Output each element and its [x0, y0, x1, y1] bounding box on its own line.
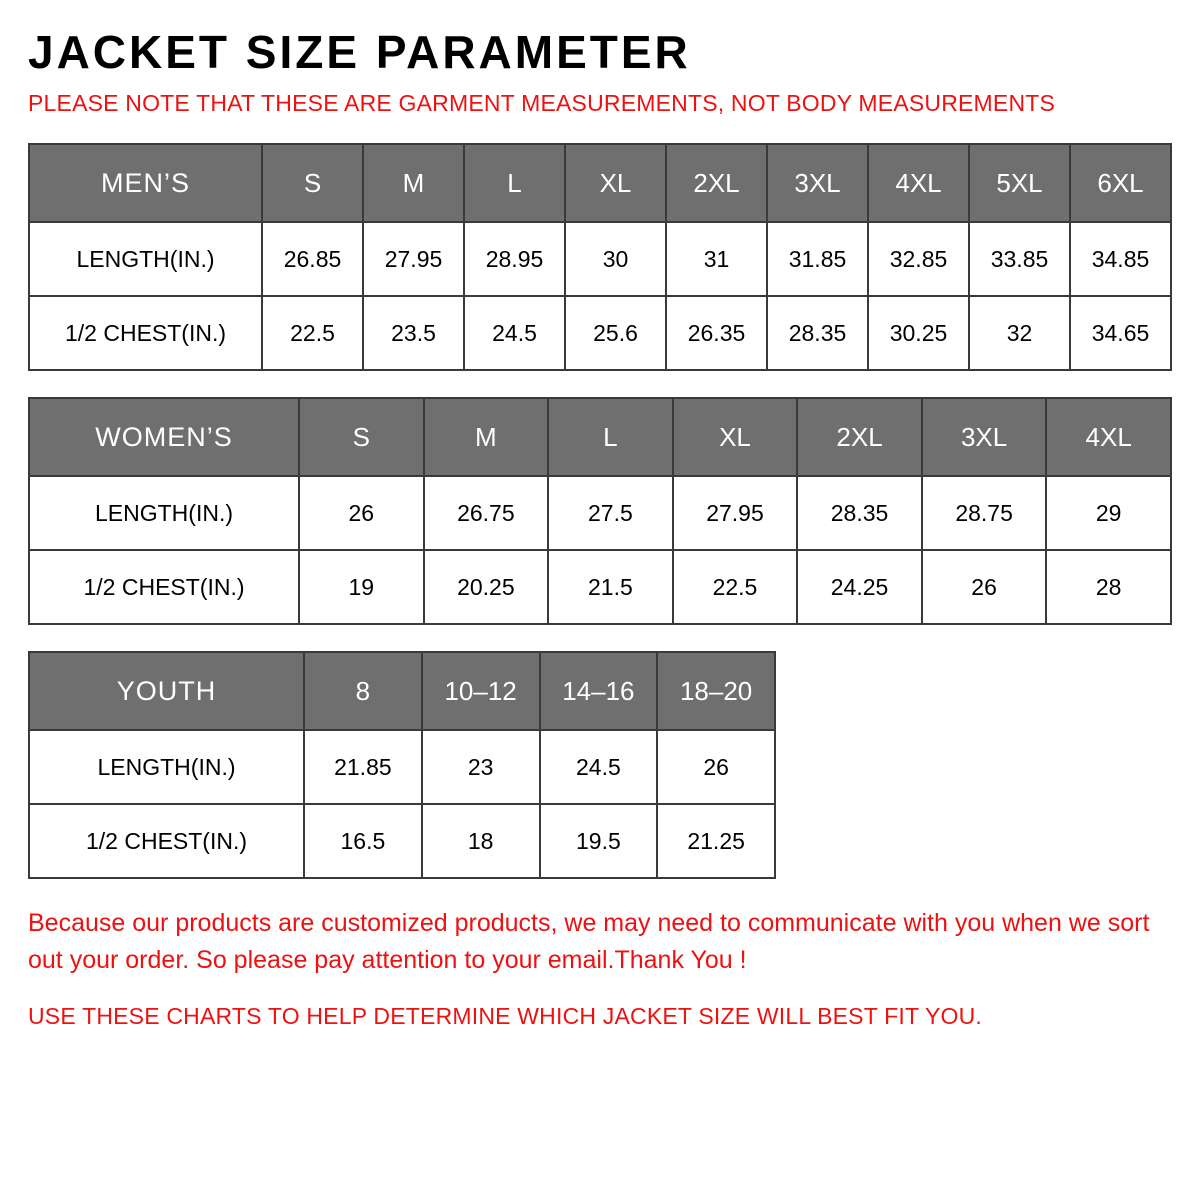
mens-length-s: 26.85 — [262, 222, 363, 296]
mens-chest-s: 22.5 — [262, 296, 363, 370]
table-row — [29, 550, 1171, 624]
womens-length-s: 26 — [299, 476, 424, 550]
womens-length-l: 27.5 — [548, 476, 673, 550]
mens-chest-m: 23.5 — [363, 296, 464, 370]
womens-chest-4xl: 28 — [1046, 550, 1171, 624]
youth-length-label: LENGTH(IN.) — [29, 730, 304, 804]
mens-size-6xl: 6XL — [1070, 144, 1171, 222]
womens-size-s: S — [299, 398, 424, 476]
youth-length-18-20: 26 — [657, 730, 775, 804]
mens-size-s: S — [262, 144, 363, 222]
youth-length-10-12: 23 — [422, 730, 540, 804]
womens-length-xl: 27.95 — [673, 476, 798, 550]
mens-length-5xl: 33.85 — [969, 222, 1070, 296]
youth-size-8: 8 — [304, 652, 422, 730]
youth-chest-14-16: 19.5 — [540, 804, 658, 878]
womens-size-xl: XL — [673, 398, 798, 476]
mens-size-5xl: 5XL — [969, 144, 1070, 222]
womens-length-4xl: 29 — [1046, 476, 1171, 550]
mens-chest-3xl: 28.35 — [767, 296, 868, 370]
mens-chest-5xl: 32 — [969, 296, 1070, 370]
table-header-row — [29, 398, 1171, 476]
mens-length-xl: 30 — [565, 222, 666, 296]
womens-size-2xl: 2XL — [797, 398, 922, 476]
table-row — [29, 476, 1171, 550]
womens-chest-s: 19 — [299, 550, 424, 624]
mens-length-4xl: 32.85 — [868, 222, 969, 296]
youth-size-table — [28, 651, 776, 879]
womens-header-label: WOMEN’S — [29, 398, 299, 476]
womens-length-3xl: 28.75 — [922, 476, 1047, 550]
mens-chest-2xl: 26.35 — [666, 296, 767, 370]
table-row — [29, 222, 1171, 296]
mens-chest-label: 1/2 CHEST(IN.) — [29, 296, 262, 370]
customization-notice: Because our products are customized products, we may need to communicate with you when we sort out your order. So please pay attention to your email.Thank You ! — [28, 909, 1150, 974]
youth-chest-18-20: 21.25 — [657, 804, 775, 878]
mens-size-4xl: 4XL — [868, 144, 969, 222]
mens-size-3xl: 3XL — [767, 144, 868, 222]
mens-length-2xl: 31 — [666, 222, 767, 296]
mens-chest-xl: 25.6 — [565, 296, 666, 370]
youth-chest-label: 1/2 CHEST(IN.) — [29, 804, 304, 878]
youth-chest-8: 16.5 — [304, 804, 422, 878]
table-row — [29, 296, 1171, 370]
mens-size-m: M — [363, 144, 464, 222]
mens-length-l: 28.95 — [464, 222, 565, 296]
womens-size-4xl: 4XL — [1046, 398, 1171, 476]
table-row — [29, 804, 775, 878]
womens-length-2xl: 28.35 — [797, 476, 922, 550]
mens-length-3xl: 31.85 — [767, 222, 868, 296]
womens-chest-m: 20.25 — [424, 550, 549, 624]
womens-size-table — [28, 397, 1172, 625]
youth-header-label: YOUTH — [29, 652, 304, 730]
measurement-note: PLEASE NOTE THAT THESE ARE GARMENT MEASUREMENTS, NOT BODY MEASUREMENTS — [28, 90, 1056, 117]
mens-chest-l: 24.5 — [464, 296, 565, 370]
youth-size-10-12: 10–12 — [422, 652, 540, 730]
womens-size-m: M — [424, 398, 549, 476]
womens-chest-label: 1/2 CHEST(IN.) — [29, 550, 299, 624]
chart-usage-notice: USE THESE CHARTS TO HELP DETERMINE WHICH JACKET SIZE WILL BEST FIT YOU. — [28, 1002, 982, 1029]
mens-length-m: 27.95 — [363, 222, 464, 296]
page-title: JACKET SIZE PARAMETER — [28, 26, 691, 78]
womens-length-m: 26.75 — [424, 476, 549, 550]
womens-size-3xl: 3XL — [922, 398, 1047, 476]
youth-length-14-16: 24.5 — [540, 730, 658, 804]
table-header-row — [29, 652, 775, 730]
table-row — [29, 730, 775, 804]
mens-chest-6xl: 34.65 — [1070, 296, 1171, 370]
womens-size-l: L — [548, 398, 673, 476]
mens-length-6xl: 34.85 — [1070, 222, 1171, 296]
mens-size-table — [28, 143, 1172, 371]
mens-length-label: LENGTH(IN.) — [29, 222, 262, 296]
youth-size-18-20: 18–20 — [657, 652, 775, 730]
youth-length-8: 21.85 — [304, 730, 422, 804]
table-header-row — [29, 144, 1171, 222]
mens-header-label: MEN’S — [29, 144, 262, 222]
youth-chest-10-12: 18 — [422, 804, 540, 878]
mens-size-xl: XL — [565, 144, 666, 222]
youth-size-14-16: 14–16 — [540, 652, 658, 730]
womens-length-label: LENGTH(IN.) — [29, 476, 299, 550]
womens-chest-l: 21.5 — [548, 550, 673, 624]
mens-size-l: L — [464, 144, 565, 222]
womens-chest-2xl: 24.25 — [797, 550, 922, 624]
mens-chest-4xl: 30.25 — [868, 296, 969, 370]
mens-size-2xl: 2XL — [666, 144, 767, 222]
womens-chest-3xl: 26 — [922, 550, 1047, 624]
womens-chest-xl: 22.5 — [673, 550, 798, 624]
